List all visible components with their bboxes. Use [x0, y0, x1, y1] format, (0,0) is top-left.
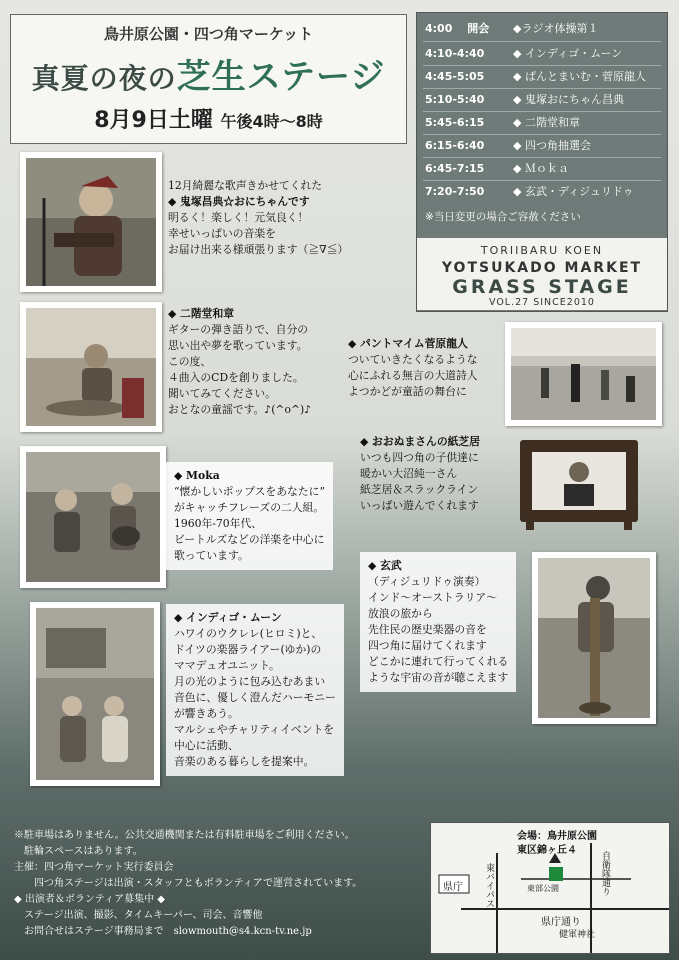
map-shrine: 健軍神社 — [559, 930, 596, 940]
kamishibai-frame — [518, 436, 640, 532]
photo-pantomime — [505, 322, 662, 426]
title-box — [10, 14, 407, 144]
date-text: 8月9日土曜 — [94, 108, 213, 133]
map-bypass: 東バイパス — [484, 863, 494, 908]
schedule-row — [425, 160, 665, 176]
schedule-name: ◆ ぱんとまいむ・菅原龍人 — [513, 70, 646, 83]
schedule-name: ◆ 鬼塚おにちゃん昌典 — [513, 93, 624, 106]
text-genbu: ◆ 玄武 （ディジュリドゥ演奏） インド〜オーストラリア〜 放浪の旅から 先住民の歴史楽器の音を 四つ角に届けてくれます どこかに連れて行ってくれる ような宇宙の音が聴こえます — [360, 552, 516, 692]
brand-line-2: YOTSUKADO MARKET — [441, 260, 643, 276]
title-prefix: 真夏の夜の — [31, 62, 177, 95]
map-address: 東区錦ヶ丘４ — [517, 845, 577, 856]
text-moka: ◆ Moka “懐かしいポップスをあなたに” がキャッチフレーズの二人組。 1960年-70年代、 ビートルズなどの洋楽を中心に 歌っています。 — [166, 462, 333, 570]
photo-nikaido — [20, 302, 162, 432]
text-nikaido: ◆ 二階堂和章 ギターの弾き語りで、自分の 思い出や夢を歌っています。 この度、 ４曲入のCDを創りました。 聞いてみてください。 おとなの童謡です。♪(^o^)♪ — [168, 307, 312, 416]
schedule-time: 4:00 開会 — [425, 22, 490, 35]
footer-info: ※駐車場はありません。公共交通機関または有料駐車場をご利用ください。 駐輪スペースはあります。 主催：四つ角マーケット実行委員会 四つ角ステージは出演・スタッフともボランティアで運営されています。 ◆ 出演者＆ボランティア募集中 ◆ ステージ出演、撮影、タイムキーパー、司会、音響他 お問合せはステージ事務局まで slowmouth@s4.kcn-tv.ne.jp — [14, 830, 363, 937]
schedule-time: 7:20-7:50 — [425, 185, 485, 198]
schedule-name: ◆ 二階堂和章 — [513, 116, 580, 129]
text-onizuka: 12月綺麗な歌声きかせてくれた ◆ 鬼塚昌典☆おにちゃんです 明るく！楽しく！元気良く！ 幸せいっぱいの音楽を お届け出来る様頑張ります（≧∇≦） — [168, 179, 349, 256]
brand-line-1: TORIIBARU KOEN — [480, 244, 604, 257]
schedule-time: 4:45-5:05 — [425, 70, 485, 83]
brand-line-3: GRASS STAGE — [452, 276, 632, 298]
photo-moka — [20, 446, 166, 588]
schedule-row — [425, 91, 665, 107]
schedule-name: ◆ インディゴ・ムーン — [513, 47, 623, 60]
schedule-row — [425, 137, 665, 153]
schedule-time: 5:45-6:15 — [425, 116, 485, 129]
schedule-name: ◆ 玄武・ディジュリドゥ — [513, 185, 634, 198]
text-indigo-moon: ◆ インディゴ・ムーン ハワイのウクレレ(ヒロミ)と、 ドイツの楽器ライアー(ゆか)の ママデュオユニット。 月の光のように包み込むあまい 音色に、優しく澄んだハーモニー が響きあう。 マルシェやチャリティイベントを 中心に活動、 音楽のある暮らしを提案中。 — [166, 604, 344, 776]
map-prefecture-office: 県庁 — [443, 882, 463, 893]
schedule-note: ※当日変更の場合ご容赦ください — [425, 211, 581, 223]
schedule-panel — [416, 12, 668, 312]
schedule-time: 6:15-6:40 — [425, 139, 485, 152]
schedule-name: ◆ラジオ体操第１ — [513, 22, 599, 35]
event-date — [11, 103, 406, 134]
schedule-time: 6:45-7:15 — [425, 162, 485, 175]
schedule-time: 5:10-5:40 — [425, 93, 485, 106]
brand-line-4: VOL.27 SINCE2010 — [489, 297, 595, 308]
schedule-row — [425, 45, 665, 61]
event-subtitle: 鳥井原公園・四つ角マーケット — [103, 25, 314, 43]
schedule-row — [425, 114, 665, 130]
photo-genbu — [532, 552, 656, 724]
schedule-time: 4:10-4:40 — [425, 47, 485, 60]
schedule-row — [425, 68, 665, 84]
schedule-name: ◆ Ｍｏｋａ — [513, 162, 569, 175]
brand-block — [417, 238, 667, 310]
text-pantomime: ◆ パントマイム菅原龍人 ついていきたくなるような 心にふれる無言の大道詩人 よつかどが童話の舞台に — [348, 337, 478, 398]
map-venue: 会場：鳥井原公園 — [517, 831, 597, 842]
text-kamishibai: ◆ おおぬまさんの紙芝居 いつも四つ角の子供達に 暖かい大沼純一さん 紙芝居＆スラックライン いっぱい遊んでくれます — [360, 435, 481, 512]
time-text: 午後4時〜8時 — [220, 112, 323, 131]
photo-indigo-moon — [30, 602, 160, 786]
map-jieitai-road: 自衛隊通り — [600, 851, 610, 896]
map-park: 東部公園 — [527, 884, 559, 893]
photo-onizuka — [20, 152, 162, 292]
schedule-name: ◆ 四つ角抽選会 — [513, 139, 591, 152]
map-kencho-dori: 県庁通り — [541, 917, 581, 928]
event-title — [11, 49, 406, 98]
venue-map — [430, 822, 670, 954]
schedule-row — [425, 20, 665, 36]
title-accent: 芝生ステージ — [176, 57, 386, 97]
schedule-row — [425, 183, 665, 199]
